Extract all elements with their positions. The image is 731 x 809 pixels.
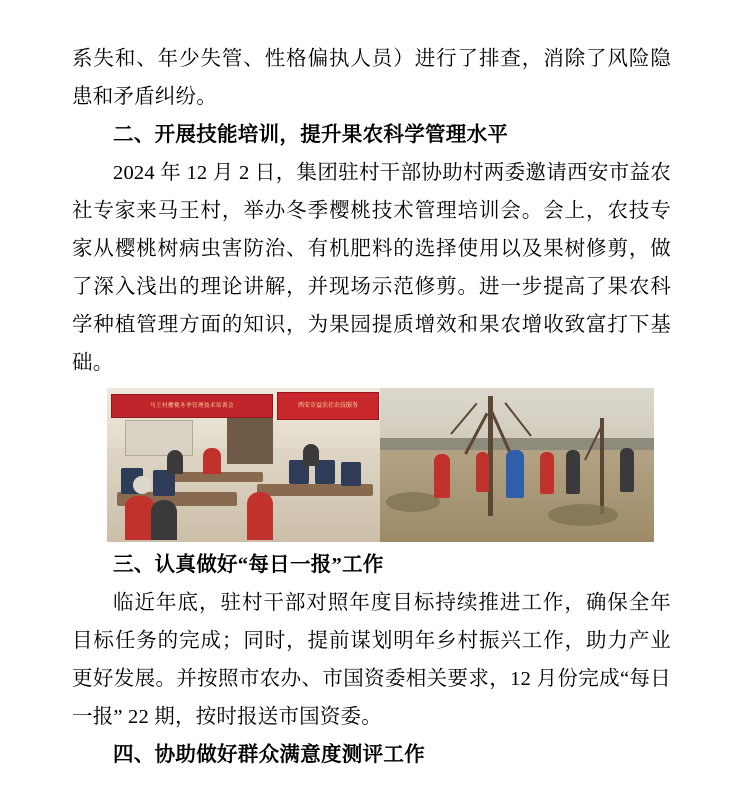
participant xyxy=(476,452,489,492)
paragraph-body: 系失和、年少失管、性格偏执人员）进行了排查，消除了风险隐患和矛盾纠纷。 xyxy=(72,48,671,108)
attendee xyxy=(167,450,183,474)
attendee xyxy=(247,492,273,540)
participant xyxy=(540,452,554,494)
section-heading-3: 三、认真做好“每日一报”工作 xyxy=(113,554,384,576)
banner-text-right: 西安市益农社农技服务 xyxy=(277,392,379,420)
attendee xyxy=(151,500,177,540)
paragraph-body: 临近年底，驻村干部对照年度目标持续推进工作，确保全年目标任务的完成；同时，提前谋划明年乡村振兴工作，助力产业更好发展。并按照市农办、市国资委相关要求，12 月份完成“每日一报” 22 期，按时报送市国资委。 xyxy=(72,592,671,728)
paragraph-body: 2024 年 12 月 2 日，集团驻村干部协助村两委邀请西安市益农社专家来马王村，举办冬季樱桃技术管理培训会。会上，农技专家从樱桃树病虫害防治、有机肥料的选择使用以及果树修剪，做了深入浅出的理论讲解，并现场示范修剪。进一步提高了果农科学种植管理方面的知识，为果园提质增效和果农增收致富打下基础。 xyxy=(72,162,671,374)
doorway xyxy=(227,418,273,464)
participant xyxy=(620,448,634,492)
participant xyxy=(434,454,450,498)
attendee xyxy=(133,476,151,494)
attendee xyxy=(303,444,319,466)
projector-screen xyxy=(125,420,193,456)
shrub xyxy=(386,492,440,512)
section-heading-4: 四、协助做好群众满意度测评工作 xyxy=(113,744,425,766)
participant xyxy=(566,450,580,494)
banner-text-left: 马王村樱桃冬季管理技术培训会 xyxy=(111,394,273,418)
tree-trunk xyxy=(600,418,604,514)
figure-training-photo xyxy=(107,388,654,542)
section-heading-2: 二、开展技能培训，提升果农科学管理水平 xyxy=(113,124,509,146)
photo-indoor-training xyxy=(107,388,380,542)
chair xyxy=(341,462,361,486)
photo-orchard-pruning xyxy=(380,388,654,542)
participant xyxy=(506,450,524,498)
attendee xyxy=(203,448,221,474)
shrub xyxy=(548,504,618,526)
